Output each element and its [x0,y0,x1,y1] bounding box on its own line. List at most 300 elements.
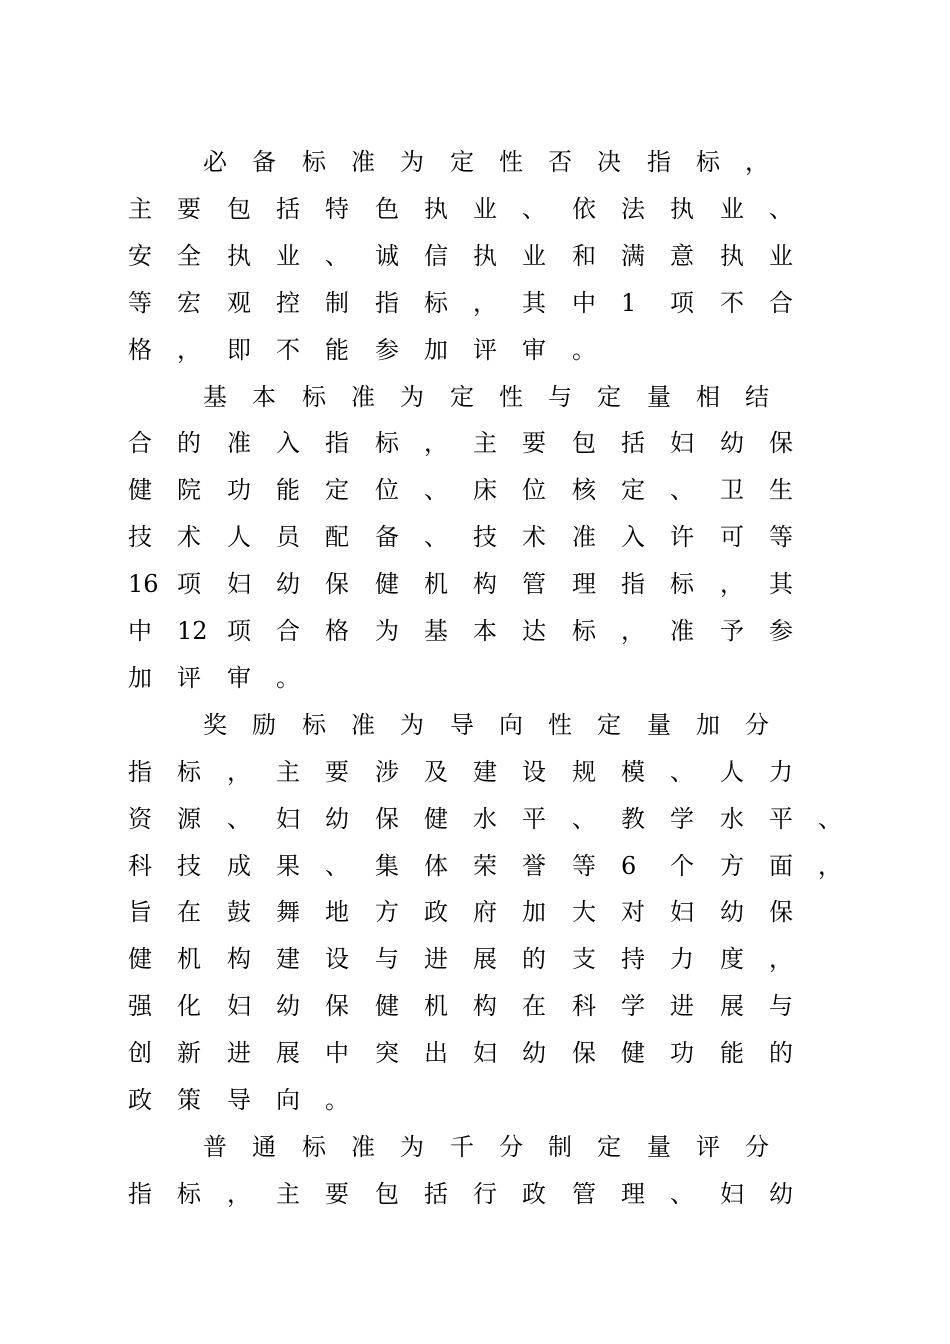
text-char: 法 [621,195,645,223]
text-char: 格 [128,336,152,364]
text-char: 创 [128,1039,152,1067]
text-char: 、 [424,523,448,551]
text-char: 全 [177,242,201,270]
text-char: 主 [128,195,152,223]
text-char: 标 [177,1180,201,1208]
text-char: 标 [375,429,399,457]
text-char: 、 [670,758,694,786]
text-char: 科 [572,992,596,1020]
text-char: 机 [177,945,201,973]
text-line [128,426,800,460]
text-line [128,661,800,695]
text-char: 荣 [473,852,497,880]
text-char: 加 [522,898,546,926]
text-char: 导 [227,1086,251,1114]
text-char: 必 [203,148,227,176]
text-char: 括 [276,195,300,223]
text-char: 出 [424,1039,448,1067]
text-char: 合 [769,289,793,317]
text-char: 合 [128,429,152,457]
text-char: 。 [325,1086,349,1114]
text-char: 评 [177,664,201,692]
text-char: 依 [572,195,596,223]
text-char: 备 [375,523,399,551]
text-char: 建 [276,945,300,973]
text-char: 院 [177,476,201,504]
text-char: 的 [769,1039,793,1067]
text-char: 技 [177,852,201,880]
text-char: 幼 [325,805,349,833]
text-char: 能 [276,476,300,504]
text-char: 定 [325,476,349,504]
text-char: 鼓 [227,898,251,926]
text-char: 量 [647,383,671,411]
text-char: 等 [769,523,793,551]
text-char: 机 [424,570,448,598]
text-line [128,1177,800,1211]
text-line [128,239,800,273]
text-char: 行 [473,1180,497,1208]
text-char: 标 [302,1133,326,1161]
text-char: 健 [128,476,152,504]
text-char: 参 [769,617,793,645]
text-line [128,708,800,742]
text-char: 府 [473,898,497,926]
text-char: 配 [325,523,349,551]
text-char: 中 [572,289,596,317]
text-char: 制 [548,1133,572,1161]
text-char: 进 [670,992,694,1020]
text-char: 业 [720,195,744,223]
text-char: 意 [670,242,694,270]
text-char: 方 [375,898,399,926]
text-char: 妇 [720,1180,744,1208]
text-char: 在 [522,992,546,1020]
text-char: 基 [424,617,448,645]
text-char: 政 [128,1086,152,1114]
text-char: 。 [276,664,300,692]
text-line [128,145,800,179]
text-char: 个 [670,852,694,880]
text-line [128,895,800,929]
text-char: 项 [227,617,251,645]
text-char: 能 [720,1039,744,1067]
text-char: 合 [276,617,300,645]
text-char: 标 [572,617,596,645]
text-line [128,1036,800,1070]
text-char: 核 [572,476,596,504]
text-char: 包 [375,1180,399,1208]
text-char: 科 [128,852,152,880]
text-char: 业 [276,242,300,270]
text-char: 标 [177,758,201,786]
text-char: 结 [745,383,769,411]
text-char: 导 [450,711,474,739]
text-char: 。 [572,336,596,364]
text-char: ， [769,945,793,973]
text-char: 理 [572,570,596,598]
text-char: 加 [128,664,152,692]
text-char: 妇 [227,992,251,1020]
text-char: 展 [276,1039,300,1067]
text-char: 技 [128,523,152,551]
text-char: 健 [424,805,448,833]
text-char: 备 [252,148,276,176]
text-char: 幼 [769,1180,793,1208]
text-char: 准 [351,1133,375,1161]
text-char: 进 [424,945,448,973]
text-char: 的 [177,429,201,457]
text-char: 评 [696,1133,720,1161]
text-char: 涉 [375,758,399,786]
text-char: 术 [522,523,546,551]
text-char: 即 [227,336,251,364]
text-line [128,567,800,601]
text-char: 励 [252,711,276,739]
text-line [128,942,800,976]
text-char: 定 [450,383,474,411]
text-char: 幼 [522,1039,546,1067]
text-char: 持 [621,945,645,973]
text-line [128,473,800,507]
text-char: 卫 [720,476,744,504]
text-char: 包 [572,429,596,457]
text-char: 成 [227,852,251,880]
text-line [128,755,800,789]
text-char: 16 [128,570,159,598]
text-char: 源 [177,805,201,833]
text-char: 准 [572,523,596,551]
text-char: 支 [572,945,596,973]
text-char: 、 [769,195,793,223]
text-char: 果 [276,852,300,880]
text-char: 主 [473,429,497,457]
text-char: 力 [670,945,694,973]
text-char: 业 [522,242,546,270]
text-char: 项 [177,570,201,598]
text-char: 量 [647,1133,671,1161]
text-char: 、 [818,805,842,833]
text-char: 建 [473,758,497,786]
text-char: 准 [351,383,375,411]
text-char: 量 [647,711,671,739]
text-char: 功 [670,1039,694,1067]
text-char: 标 [302,711,326,739]
text-char: 保 [769,429,793,457]
text-char: 普 [203,1133,227,1161]
text-char: 括 [621,429,645,457]
text-char: 通 [252,1133,276,1161]
text-char: 力 [769,758,793,786]
text-char: 分 [745,711,769,739]
text-char: 达 [522,617,546,645]
text-char: ， [227,1180,251,1208]
text-char: 等 [572,852,596,880]
text-char: 安 [128,242,152,270]
text-char: 入 [276,429,300,457]
text-char: 决 [597,148,621,176]
text-line [128,380,800,414]
text-char: 展 [473,945,497,973]
text-char: 幼 [720,898,744,926]
text-char: 学 [621,992,645,1020]
text-char: 员 [276,523,300,551]
text-char: 制 [325,289,349,317]
text-char: 准 [351,711,375,739]
text-char: 人 [720,758,744,786]
text-char: 誉 [522,852,546,880]
text-char: 定 [450,148,474,176]
text-line [128,520,800,554]
text-char: 主 [276,1180,300,1208]
text-char: 与 [548,383,572,411]
text-char: 度 [720,945,744,973]
text-char: 不 [276,336,300,364]
text-char: 地 [325,898,349,926]
text-char: 许 [670,523,694,551]
text-char: 性 [548,711,572,739]
text-char: 予 [720,617,744,645]
text-char: 体 [424,852,448,880]
text-char: 入 [621,523,645,551]
text-char: 保 [325,992,349,1020]
text-char: 、 [325,852,349,880]
text-char: 标 [696,148,720,176]
text-char: 执 [424,195,448,223]
text-char: ， [818,852,842,880]
text-char: 定 [597,711,621,739]
text-char: 幼 [720,429,744,457]
text-char: 要 [177,195,201,223]
text-char: 保 [572,1039,596,1067]
text-char: 学 [670,805,694,833]
text-char: 保 [325,570,349,598]
text-char: 资 [128,805,152,833]
text-char: 设 [325,945,349,973]
text-char: 可 [720,523,744,551]
text-char: 标 [302,383,326,411]
text-char: 妇 [276,805,300,833]
text-char: 与 [769,992,793,1020]
text-char: ， [621,617,645,645]
text-char: 诚 [375,242,399,270]
text-char: 健 [375,570,399,598]
text-char: 、 [572,805,596,833]
text-char: 妇 [670,898,694,926]
text-char: 位 [522,476,546,504]
text-char: 新 [177,1039,201,1067]
text-char: 指 [647,148,671,176]
text-char: 妇 [670,429,694,457]
text-char: 集 [375,852,399,880]
text-char: 突 [375,1039,399,1067]
text-char: 水 [720,805,744,833]
text-char: 中 [128,617,152,645]
text-char: 、 [227,805,251,833]
text-char: 基 [203,383,227,411]
text-char: 位 [375,476,399,504]
text-char: 格 [325,617,349,645]
text-char: 指 [375,289,399,317]
text-char: 加 [696,711,720,739]
text-char: 标 [302,148,326,176]
text-char: 设 [522,758,546,786]
text-line [128,286,800,320]
text-char: 要 [522,429,546,457]
text-char: 、 [325,242,349,270]
text-char: 准 [670,617,694,645]
text-char: 妇 [227,570,251,598]
text-char: 指 [325,429,349,457]
text-char: ， [745,148,769,176]
text-char: 床 [473,476,497,504]
text-char: 强 [128,992,152,1020]
text-char: 千 [450,1133,474,1161]
text-char: 管 [522,570,546,598]
text-char: 能 [325,336,349,364]
text-char: 大 [572,898,596,926]
text-char: 分 [499,1133,523,1161]
text-char: 理 [621,1180,645,1208]
text-char: ， [473,289,497,317]
text-char: 幼 [276,992,300,1020]
text-char: 向 [499,711,523,739]
text-char: 评 [473,336,497,364]
text-char: 政 [522,1180,546,1208]
text-char: 控 [276,289,300,317]
text-char: 标 [424,289,448,317]
text-char: 审 [227,664,251,692]
text-char: 为 [400,711,424,739]
text-line [128,1130,800,1164]
text-char: 与 [375,945,399,973]
text-char: 执 [670,195,694,223]
text-char: 保 [375,805,399,833]
text-char: 、 [522,195,546,223]
text-char: 舞 [276,898,300,926]
text-char: 旨 [128,898,152,926]
text-line [128,849,842,883]
text-char: 为 [400,383,424,411]
text-char: 构 [473,992,497,1020]
text-char: 、 [670,476,694,504]
text-char: 要 [325,1180,349,1208]
text-line [128,614,800,648]
text-char: 进 [227,1039,251,1067]
text-char: 标 [670,570,694,598]
text-char: 满 [621,242,645,270]
text-char: 审 [522,336,546,364]
text-line [128,802,842,836]
text-char: 其 [522,289,546,317]
text-char: 1 [621,289,637,317]
text-char: 、 [424,476,448,504]
text-char: 策 [177,1086,201,1114]
text-char: 功 [227,476,251,504]
text-char: 人 [227,523,251,551]
text-char: 加 [424,336,448,364]
text-char: 参 [375,336,399,364]
text-char: ， [720,570,744,598]
text-char: 不 [720,289,744,317]
text-char: 准 [351,148,375,176]
text-char: 奖 [203,711,227,739]
text-char: 及 [424,758,448,786]
text-line [128,989,800,1023]
text-char: 教 [621,805,645,833]
text-char: 向 [276,1086,300,1114]
text-char: 和 [572,242,596,270]
text-char: 执 [227,242,251,270]
text-char: 定 [597,383,621,411]
text-char: 规 [572,758,596,786]
text-char: 技 [473,523,497,551]
text-char: 6 [621,852,637,880]
text-char: 括 [424,1180,448,1208]
text-char: 本 [252,383,276,411]
text-char: 构 [227,945,251,973]
text-char: 为 [375,617,399,645]
text-char: 为 [400,1133,424,1161]
text-char: 相 [696,383,720,411]
text-char: 指 [621,570,645,598]
text-char: 为 [400,148,424,176]
text-char: 的 [522,945,546,973]
text-char: 妇 [473,1039,497,1067]
text-char: 包 [227,195,251,223]
text-char: 业 [769,242,793,270]
text-char: 宏 [177,289,201,317]
text-char: 、 [670,1180,694,1208]
text-char: 性 [499,148,523,176]
text-char: 机 [424,992,448,1020]
text-char: 幼 [276,570,300,598]
text-char: 健 [375,992,399,1020]
text-char: 展 [720,992,744,1020]
text-char: 指 [128,758,152,786]
text-char: 执 [720,242,744,270]
text-char: 化 [177,992,201,1020]
text-char: 管 [572,1180,596,1208]
text-char: 健 [128,945,152,973]
text-char: 等 [128,289,152,317]
text-char: 对 [621,898,645,926]
text-char: 本 [473,617,497,645]
text-char: 性 [499,383,523,411]
text-char: 政 [424,898,448,926]
text-char: 构 [473,570,497,598]
text-line [128,192,800,226]
text-char: ， [227,758,251,786]
text-char: ， [177,336,201,364]
text-char: 生 [769,476,793,504]
text-char: 术 [177,523,201,551]
text-char: 特 [325,195,349,223]
text-char: 信 [424,242,448,270]
text-char: 执 [473,242,497,270]
text-char: 模 [621,758,645,786]
text-char: 保 [769,898,793,926]
text-char: 平 [522,805,546,833]
text-char: 定 [597,1133,621,1161]
text-char: 水 [473,805,497,833]
text-char: 面 [769,852,793,880]
text-line [128,333,800,367]
text-char: 准 [227,429,251,457]
text-char: 项 [670,289,694,317]
text-char: 健 [621,1039,645,1067]
text-char: 要 [325,758,349,786]
